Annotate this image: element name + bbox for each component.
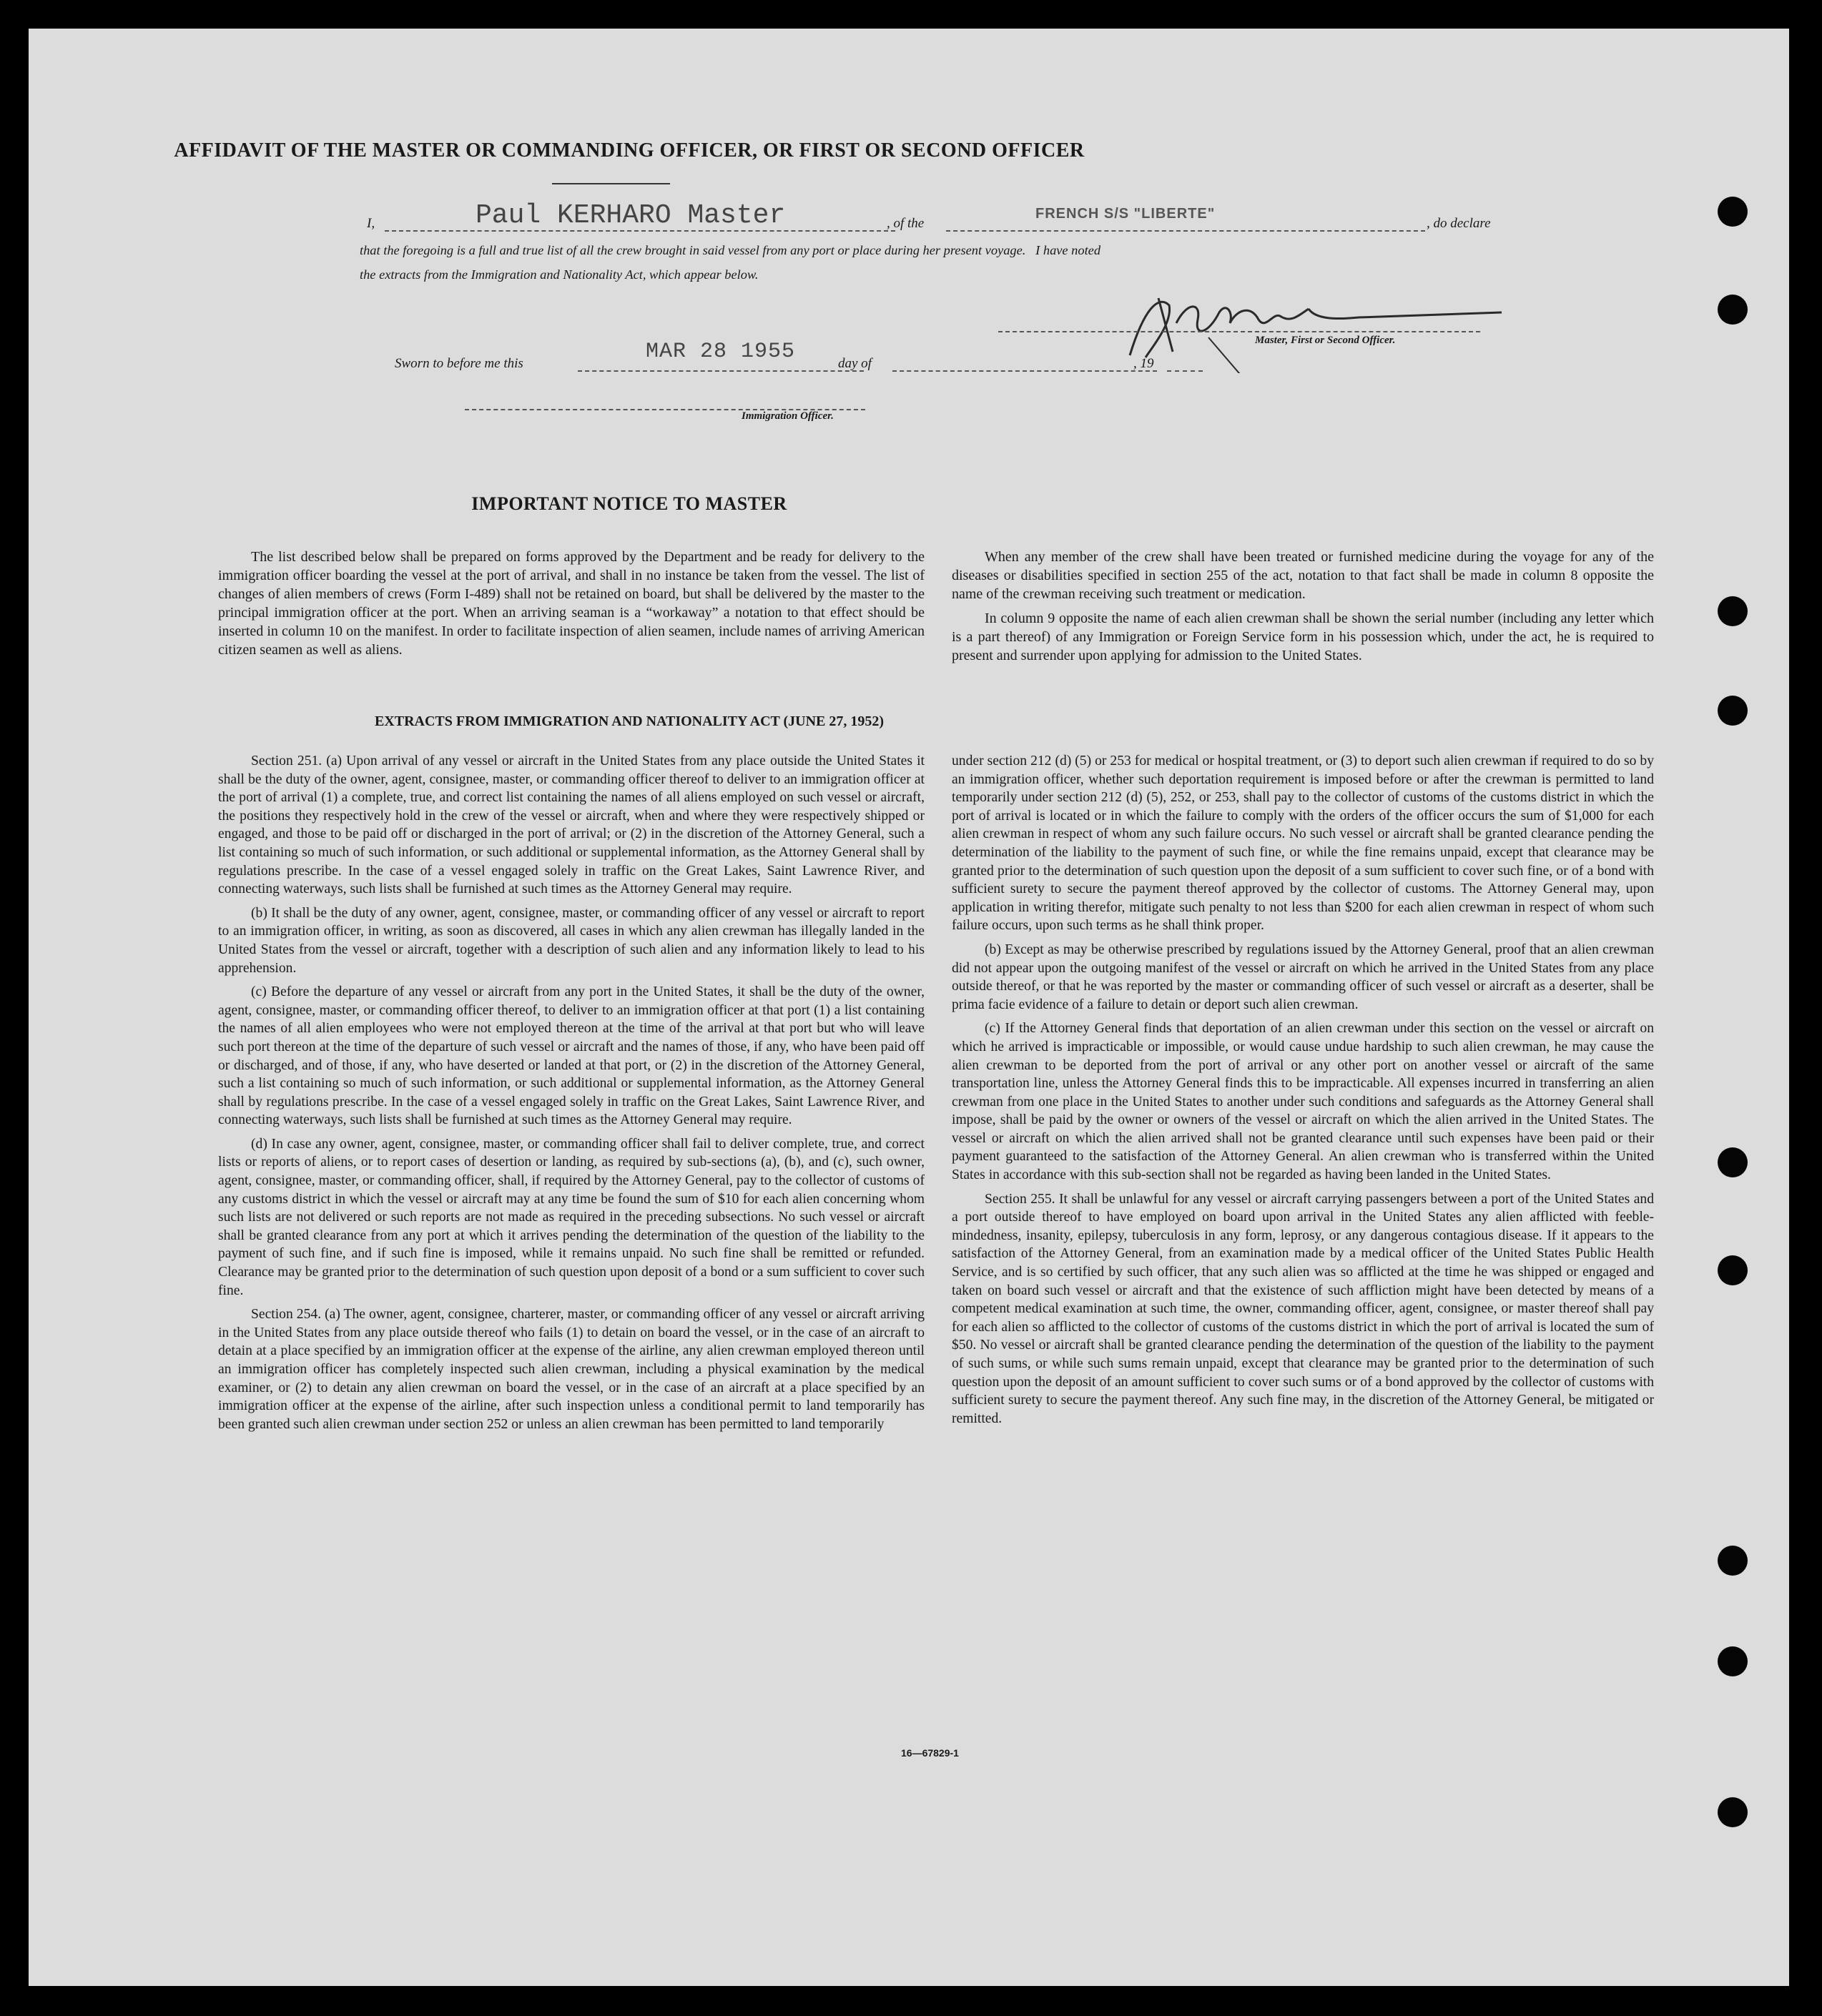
section-254-b: (b) Except as may be otherwise prescribed by regulations issued by the Attorney General, proof that an alien crewman did not appear upon the outgoing manifest of the vessel or aircraft on which he arrived in the United States from any place outside thereof, or that he was reported by the master or commanding officer of such vessel or aircraft as a deserter, shall be prima facie evidence of a failure to detain or deport such alien crewman.: [952, 942, 1654, 1012]
officer-signature-line: [998, 331, 1480, 332]
binder-hole: [1718, 1546, 1748, 1576]
notice-right-paragraph-2: In column 9 opposite the name of each alien crewman shall be shown the serial number (including any letter which is a part thereof) of any Immigration or Foreign Service form in his possession which, under the act, he is required to present and surrender upon applying for admission to the United States.: [952, 611, 1654, 663]
section-251-c: (c) Before the departure of any vessel or aircraft from any port in the United States, it shall be the duty of the owner, agent, consignee, master, or commanding officer thereof, to deliver to an immigration officer at that port (1) a list containing the names of all alien employees who were not employed thereon at the time of the arrival at that port but who will leave such port thereon at the time of the departure of such vessel or aircraft and the names of those, if any, who have been paid off or discharged, and of those, if any, who have deserted or landed at that port, or (2) in the discretion of the Attorney General, such a list containing so much of such information, or such additional or supplemental information, as the Attorney General shall by regulations prescribe. In the case of a vessel engaged solely in traffic on the Great Lakes, Saint Lawrence River, and connecting waterways, such lists shall be furnished at such times as the Attorney General may require.: [218, 984, 925, 1128]
notice-right-paragraph-1: When any member of the crew shall have been treated or furnished medicine during the voyage for any of the diseases or disabilities specified in section 255 of the act, notation to that fact shall be made in column 8 opposite the name of the crewman receiving such treatment or medication.: [952, 549, 1654, 602]
extracts-left-column: [218, 752, 925, 1439]
section-251-d: (d) In case any owner, agent, consignee, master, or commanding officer shall fail to deliver complete, true, and correct lists or reports of aliens, or to report cases of desertion or landing, as required by sub-sections (a), (b), and (c), such owner, agent, consignee, master, or commanding officer, shall, if required by the Attorney General, pay to the collector of customs of any customs district in which the vessel or aircraft may at any time be found the sum of $10 for each alien concerning whom such lists are not delivered or such reports are not made as required in the preceding subsections. No such vessel or aircraft shall be granted clearance from any port at which it arrives pending the determination of the question of the liability to the payment of such fine, and if such fine is imposed, while it remains unpaid. No such fine shall be remitted or refunded. Clearance may be granted prior to the determination of such question upon deposit of a bond or a sum sufficient to cover such fine.: [218, 1136, 925, 1298]
affidavit-statement-line-2: the extracts from the Immigration and Nationality Act, which appear below.: [360, 267, 759, 282]
binder-hole: [1718, 1797, 1748, 1827]
section-254-a: Section 254. (a) The owner, agent, consignee, charterer, master, or commanding officer of any vessel or aircraft arriving in the United States from any place outside thereof who fails (1) to detain on board the vessel, or in the case of an aircraft to detain at a place specified by an immigration officer at the expense of the airline, any alien crewman employed thereon until an immigration officer has completely inspected such alien crewman, including a physical examination by the medical examiner, or (2) to detain any alien crewman on board the vessel, or in the case of an aircraft at a place specified by an immigration officer at the expense of the airline, after such inspection unless a conditional permit to land temporarily has been granted such alien crewman under section 252 or unless an alien crewman has been permitted to land temporarily: [218, 1307, 925, 1432]
binder-hole: [1718, 596, 1748, 626]
of-the-label: , of the: [887, 216, 925, 231]
vessel-name-stamp: FRENCH S/S "LIBERTE": [1035, 206, 1216, 222]
section-251-b: (b) It shall be the duty of any owner, agent, consignee, master, or commanding officer of any vessel or aircraft to report to an immigration officer, in writing, as soon as discovered, all cases in which any alien crewman has illegally landed in the United States from the vessel or aircraft, together with a description of such alien and any information likely to lead to his apprehension.: [218, 905, 925, 976]
sworn-day-line: [578, 370, 864, 372]
affidavit-statement-line-1: that the foregoing is a full and true list of all the crew brought in said vessel from any port or place during her present voyage. I have noted: [360, 243, 1101, 257]
sworn-month-line: [892, 370, 1157, 372]
do-declare-label: , do declare: [1427, 216, 1491, 231]
day-of-label: day of: [838, 356, 872, 371]
binder-hole: [1718, 1255, 1748, 1285]
signature: [1101, 280, 1502, 373]
binder-hole: [1718, 295, 1748, 325]
master-name: Paul KERHARO Master: [476, 200, 786, 231]
immigration-officer-caption: Immigration Officer.: [742, 410, 834, 422]
document-page: [29, 29, 1789, 1986]
section-255: Section 255. It shall be unlawful for any vessel or aircraft carrying passengers between a port of the United States and a port outside thereof to have employed on board upon arrival in the United States any alien afflicted with feeble-mindedness, insanity, epilepsy, tuberculosis in any form, leprosy, or any dangerous contagious disease. If it appears to the satisfaction of the Attorney General, from an examination made by a medical officer of the United States Public Health Service, and is so certified by such officer, that any such alien was so afflicted at the time he was shipped or engaged and taken on board such vessel or aircraft and that the existence of such affliction might have been detected by means of a competent medical examination at such time, the owner, commanding officer, agent, consignee, or master thereof shall pay for each alien so afflicted to the collector of customs of the customs district in which the port of arrival is located the sum of $50. No vessel or aircraft shall be granted clearance pending the determination of the question of the liability to the payment of such sums, or while such sums remain unpaid, except that clearance may be granted prior to the determination of such question upon the deposit of an amount sufficient to cover such sums or of a bond approved by the collector of customs with sufficient surety to secure the payment thereof. Any such fine may, in the discretion of the Attorney General, be mitigated or remitted.: [952, 1191, 1654, 1426]
officer-caption: Master, First or Second Officer.: [1255, 335, 1396, 346]
title-underline: [552, 183, 670, 184]
extracts-title: EXTRACTS FROM IMMIGRATION AND NATIONALITY ACT (JUNE 27, 1952): [374, 713, 885, 729]
sworn-label: Sworn to before me this: [395, 356, 523, 371]
binder-hole: [1718, 696, 1748, 726]
binder-hole: [1718, 197, 1748, 227]
year-label: , 19: [1133, 356, 1154, 371]
notice-left-column: [218, 548, 925, 665]
sworn-year-line: [1167, 370, 1203, 372]
section-251-a: Section 251. (a) Upon arrival of any vessel or aircraft in the United States from any place outside the United States it shall be the duty of the owner, agent, consignee, master, or commanding officer thereof to deliver to an immigration officer at the port of arrival (1) a complete, true, and correct list containing the names of all aliens employed on such vessel or aircraft, the positions they respectively hold in the crew of the vessel or aircraft, when and where they were respectively shipped or engaged, and those to be paid off or discharged in the port of arrival; or (2) in the discretion of the Attorney General, such a list containing so much of such information, or such additional or supplemental information, as the Attorney General shall by regulations prescribe. In the case of a vessel engaged solely in traffic on the Great Lakes, Saint Lawrence River, and connecting waterways, such lists shall be furnished at such times as the Attorney General may require.: [218, 753, 925, 897]
vessel-name-line: [946, 230, 1425, 232]
sworn-date-stamp: MAR 28 1955: [646, 340, 796, 364]
notice-right-column: [952, 548, 1654, 671]
binder-hole: [1718, 1147, 1748, 1177]
section-254-c: (c) If the Attorney General finds that deportation of an alien crewman under this section on the vessel or aircraft on which he arrived is impracticable or impossible, or would cause undue hardship to such alien crewman, he may cause the alien crewman to be deported from the port of arrival or any other port on another vessel or aircraft of the same transportation line, unless the Attorney General finds this to be impracticable. All expenses incurred in transferring an alien crewman from one place in the United States to another under such conditions and safeguards as the Attorney General shall impose, shall be paid by the owner or owners of the vessel or aircraft on which the alien arrived in the United States. The vessel or aircraft on which the alien arrived shall not be granted clearance until such expenses have been paid or their payment guaranteed to the satisfaction of the Attorney General. An alien crewman who is transferred within the United States in accordance with this sub-section shall not be regarded as having been landed in the United States.: [952, 1021, 1654, 1183]
form-number: 16—67829-1: [901, 1747, 959, 1759]
binder-hole: [1718, 1646, 1748, 1676]
i-label: I,: [367, 216, 375, 231]
notice-left-paragraph: The list described below shall be prepared on forms approved by the Department and be ready for delivery to the immigration officer boarding the vessel at the port of arrival, and shall in no instance be taken from the vessel. The list of changes of alien members of crews (Form I-489) shall not be retained on board, but shall be delivered by the master to the principal immigration officer at the port. When an arriving seaman is a “workaway” a notation to that effect should be inserted in column 10 on the manifest. In order to facilitate inspection of alien seamen, include names of arriving American citizen seamen as well as aliens.: [218, 549, 925, 658]
notice-title: IMPORTANT NOTICE TO MASTER: [471, 493, 787, 514]
extracts-right-column: [952, 752, 1654, 1433]
affidavit-title: AFFIDAVIT OF THE MASTER OR COMMANDING OFFICER, OR FIRST OR SECOND OFFICER: [174, 139, 1085, 162]
section-254-a-continued: under section 212 (d) (5) or 253 for medical or hospital treatment, or (3) to deport such alien crewman if required to do so by an immigration officer, whether such deportation requirement is imposed before or after the crewman is permitted to land temporarily under section 212 (d) (5), 252, or 253, shall pay to the collector of customs of the customs district in which the port of arrival is located or in which the failure to comply with the orders of the officer occurs the sum of $1,000 for each alien crewman in respect of whom any such failure occurs. No such vessel or aircraft shall be granted clearance pending the determination of the liability to the payment of such fine, or while the fine remains unpaid, except that clearance may be granted prior to the determination of such question upon the deposit of a sum sufficient to cover such fine, or of a bond with sufficient surety to secure the payment thereof approved by the collector of customs. The Attorney General may, upon application in writing therefor, mitigate such penalty to not less than $200 for each alien crewman in respect of whom such failure occurs, upon such terms as he shall think proper.: [952, 753, 1654, 934]
